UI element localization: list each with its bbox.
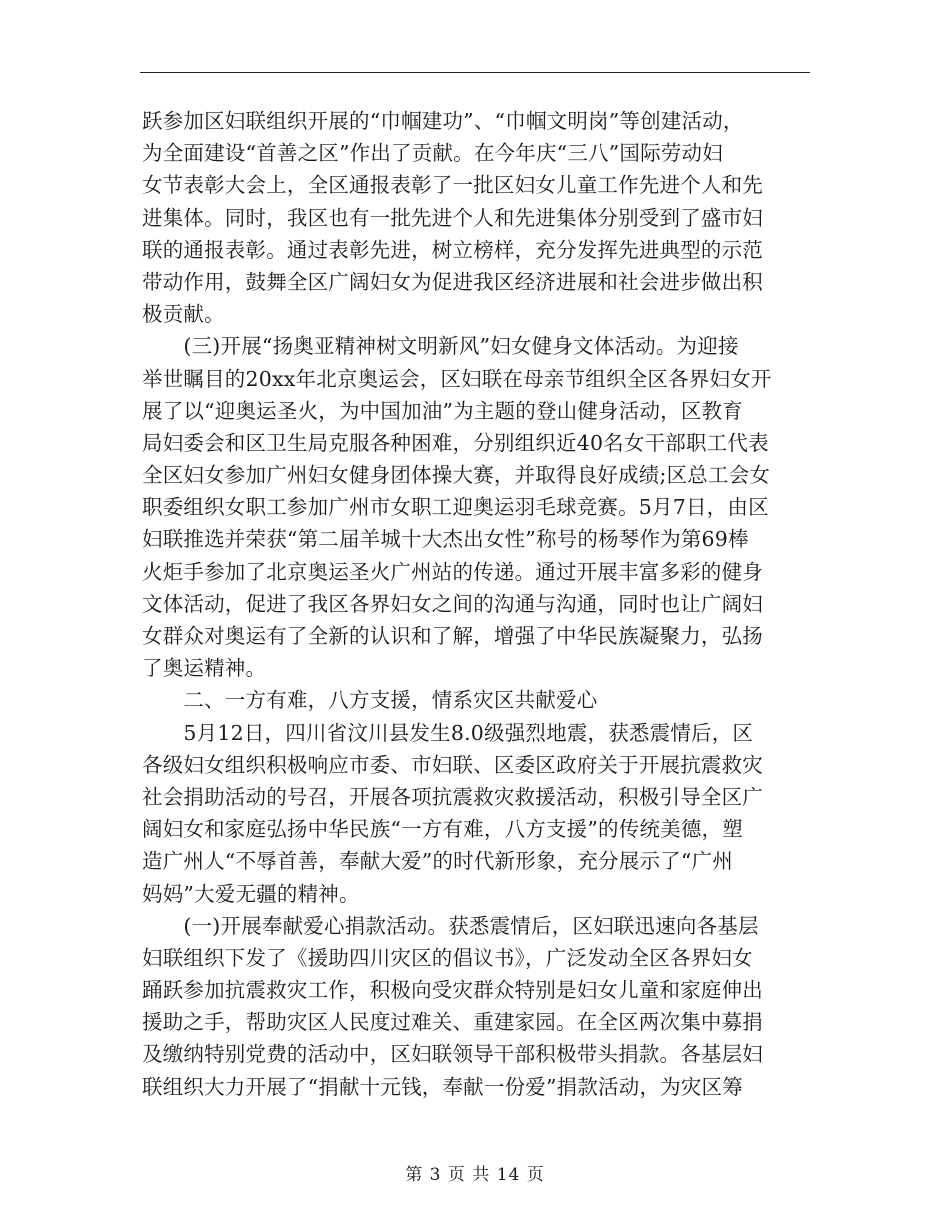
text-line: 及缴纳特别党费的活动中，区妇联领导干部积极带头捐款。各基层妇 (142, 1042, 763, 1067)
text-line: 文体活动，促进了我区各界妇女之间的沟通与沟通，同时也让广阔妇 (142, 591, 763, 616)
text-line: 5月12日，四川省汶川县发生8.0级强烈地震，获悉震情后，区 (142, 720, 754, 745)
text-line: (一)开展奉献爱心捐款活动。获悉震情后，区妇联迅速向各基层 (142, 913, 759, 938)
document-body (142, 105, 810, 1103)
text-line: 援助之手，帮助灾区人民度过难关、重建家园。在全区两次集中募捐 (142, 1010, 763, 1035)
text-line: 阔妇女和家庭弘扬中华民族“一方有难，八方支援”的传统美德，塑 (142, 817, 743, 842)
text-line: 踊跃参加抗震救灾工作，积极向受灾群众特别是妇女儿童和家庭伸出 (142, 978, 763, 1003)
text-line: 妈妈”大爱无疆的精神。 (142, 881, 360, 906)
text-line: 妇联推选并荣获“第二届羊城十大杰出女性”称号的杨琴作为第69棒 (142, 527, 749, 552)
text-line: 各级妇女组织积极响应市委、市妇联、区委区政府关于开展抗震救灾 (142, 752, 763, 777)
text-line: 造广州人“不辱首善，奉献大爱”的时代新形象，充分展示了“广州 (142, 849, 733, 874)
text-line: 举世瞩目的20xx年北京奥运会，区妇联在母亲节组织全区各界妇女开 (142, 366, 772, 391)
text-line: 了奥运精神。 (142, 656, 267, 681)
text-line: 妇联组织下发了《援助四川灾区的倡议书》，广泛发动全区各界妇女 (142, 945, 753, 970)
text-line: 女群众对奥运有了全新的认识和了解，增强了中华民族凝聚力，弘扬 (142, 624, 763, 648)
section-heading: 二、一方有难，八方支援，情系灾区共献爱心 (142, 688, 598, 713)
text-line: 联的通报表彰。通过表彰先进，树立榜样，充分发挥先进典型的示范 (142, 237, 763, 262)
text-line: 社会捐助活动的号召，开展各项抗震救灾救援活动，积极引导全区广 (142, 784, 763, 809)
text-line: 展了以“迎奥运圣火，为中国加油”为主题的登山健身活动，区教育 (142, 398, 743, 423)
header-rule (140, 72, 810, 73)
text-line: 联组织大力开展了“捐献十元钱，奉献一份爱”捐款活动，为灾区筹 (142, 1074, 743, 1099)
text-line: 极贡献。 (142, 302, 225, 327)
text-line: 跃参加区妇联组织开展的“巾帼建功”、“巾帼文明岗”等创建活动， (142, 109, 744, 133)
text-line: 带动作用，鼓舞全区广阔妇女为促进我区经济进展和社会进步做出积 (142, 269, 763, 294)
text-line: 进集体。同时，我区也有一批先进个人和先进集体分别受到了盛市妇 (142, 205, 763, 230)
page-number-footer: 第 3 页 共 14 页 (405, 1165, 545, 1185)
text-line: 局妇委会和区卫生局克服各种困难，分别组织近40名女干部职工代表 (142, 430, 769, 455)
text-line: 全区妇女参加广州妇女健身团体操大赛，并取得良好成绩;区总工会女 (142, 463, 771, 488)
text-line: 为全面建设“首善之区”作出了贡献。在今年庆“三八”国际劳动妇 (142, 141, 723, 166)
text-line: (三)开展“扬奥亚精神树文明新风”妇女健身文体活动。为迎接 (142, 334, 739, 359)
text-line: 女节表彰大会上，全区通报表彰了一批区妇女儿童工作先进个人和先 (142, 173, 763, 198)
text-line: 职委组织女职工参加广州市女职工迎奥运羽毛球竞赛。5月7日，由区 (142, 495, 769, 520)
text-line: 火炬手参加了北京奥运圣火广州站的传递。通过开展丰富多彩的健身 (142, 559, 763, 584)
